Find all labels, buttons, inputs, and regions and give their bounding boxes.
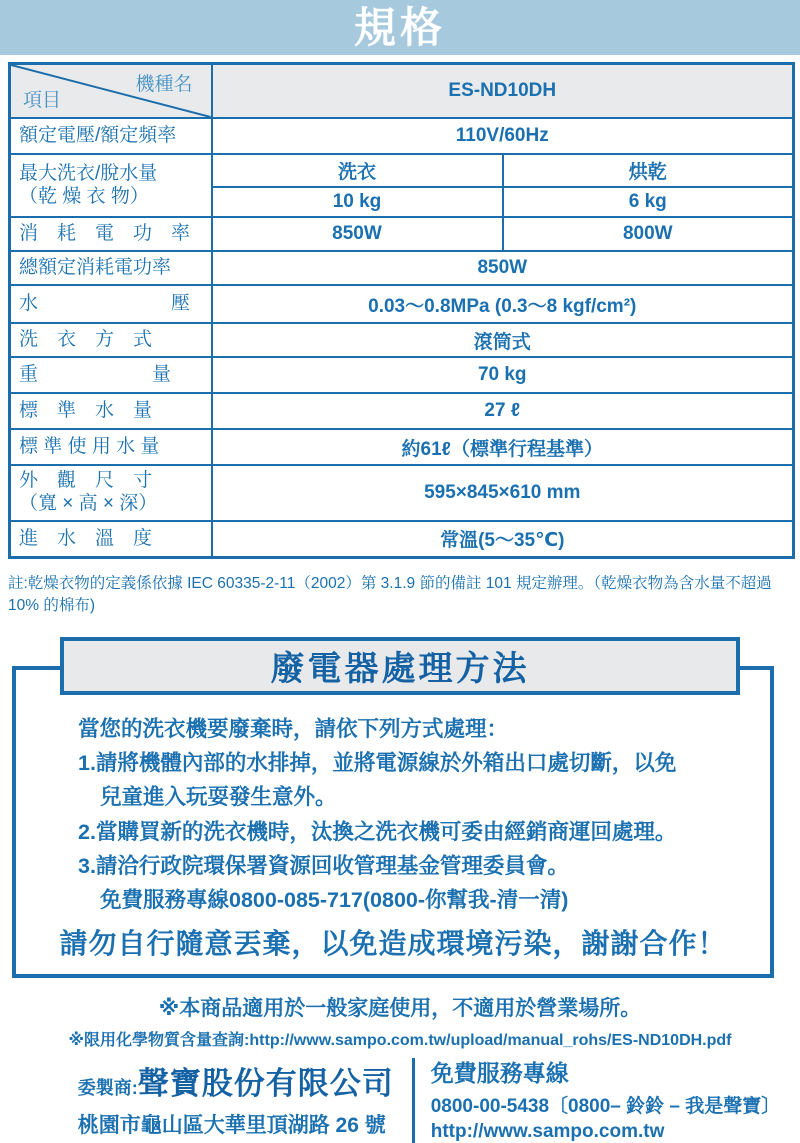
row-value: 110V/60Hz: [212, 118, 794, 154]
service-line-title: 免費服務專線: [430, 1059, 569, 1086]
table-row-capacity-headers: [10, 154, 794, 187]
row-label: 消 耗 電 功 率: [10, 217, 212, 251]
company-address: 桃園市龜山區大華里頂湖路 26 號: [77, 1113, 386, 1137]
row-label-line1: 最大洗衣/脫水量: [19, 162, 158, 184]
company-website-url: http://www.sampo.com.tw: [430, 1121, 665, 1143]
disposal-title: 廢電器處理方法: [270, 650, 530, 688]
row-label: 額定電壓/額定頻率: [10, 118, 212, 154]
disposal-section: [0, 637, 800, 978]
disposal-item-3-line1: 3.請洽行政院環保署資源回收管理基金管理委員會。: [78, 854, 569, 879]
row-label-line1: 外 觀 尺 寸: [19, 470, 153, 492]
row-label: 標 準 水 量: [10, 393, 212, 429]
corner-label-item: 項目: [23, 90, 62, 111]
company-info: [20, 1058, 412, 1143]
table-row-water-pressure: [10, 285, 794, 323]
row-label: 標 準 使 用 水 量: [10, 429, 212, 465]
row-value: 595×845×610 mm: [212, 465, 794, 521]
disposal-instructions-box: [12, 666, 774, 978]
rohs-query-notice: ※限用化學物質含量查詢:http://www.sampo.com.tw/upload/manual_rohs/ES-ND10DH.pdf: [68, 1031, 732, 1049]
table-row-voltage: [10, 118, 794, 154]
table-footnote: 註:乾燥衣物的定義係依據 IEC 60335-2-11（2002）第 3.1.9 節的備註 101 規定辦理。（乾燥衣物為含水量不超過 10% 的棉布): [8, 574, 772, 614]
table-row-power: [10, 217, 794, 251]
table-row-standard-water: [10, 393, 794, 429]
row-value: 常溫(5～35℃): [212, 521, 794, 557]
disposal-item-2: 2.當購買新的洗衣機時，汰換之洗衣機可委由經銷商運回處理。: [78, 819, 677, 844]
maker-label: 委製商:: [77, 1077, 138, 1098]
table-row-inlet-temp: [10, 521, 794, 557]
company-name: 聲寶股份有限公司: [137, 1065, 394, 1101]
disposal-item-1-line2: 兒童進入玩耍發生意外。: [100, 785, 337, 810]
capacity-wash-value: 10 kg: [212, 187, 503, 217]
spec-table: [8, 62, 795, 559]
row-label: [10, 154, 212, 217]
corner-cell: [10, 64, 212, 119]
power-dry-value: 800W: [503, 217, 794, 251]
disposal-item-1-line1: 1.請將機體內部的水排掉，並將電源線於外箱出口處切斷，以免: [78, 750, 677, 775]
col-header-wash: 洗衣: [212, 154, 503, 187]
disposal-item-3-line2: 免費服務專線0800-085-717(0800-你幫我-清一清): [100, 888, 569, 913]
disposal-intro: 當您的洗衣機要廢棄時，請依下列方式處理：: [78, 716, 509, 741]
table-row-total-power: [10, 251, 794, 285]
service-phone-number: 0800-00-5438〔0800– 鈴鈴 – 我是聲寶〕: [430, 1096, 781, 1118]
row-label-line2: （寬 × 高 × 深）: [19, 493, 158, 514]
row-label: 總額定消耗電功率: [10, 251, 212, 285]
row-label-line2: （乾 燥 衣 物）: [19, 185, 149, 207]
power-wash-value: 850W: [212, 217, 503, 251]
corner-label-model: 機種名: [135, 74, 193, 95]
household-use-notice: ※本商品適用於一般家庭使用，不適用於營業場所。: [158, 996, 642, 1020]
row-value: 70 kg: [212, 357, 794, 393]
row-value: 滾筒式: [212, 323, 794, 357]
table-header-row: [10, 64, 794, 119]
disposal-warning: 請勿自行隨意丟棄，以免造成環境污染，謝謝合作！: [59, 927, 727, 959]
maker-line: [78, 1058, 412, 1103]
service-info: [415, 1058, 781, 1143]
row-value: 約61ℓ（標準行程基準）: [212, 429, 794, 465]
disposal-title-box: [60, 637, 740, 695]
col-header-dry: 烘乾: [503, 154, 794, 187]
row-value: 850W: [212, 251, 794, 285]
row-label: 洗 衣 方 式: [10, 323, 212, 357]
row-value: 0.03～0.8MPa (0.3～8 kgf/cm²): [212, 285, 794, 323]
page-title: 規格: [353, 3, 446, 51]
row-label: 重 量: [10, 357, 212, 393]
table-row-dimensions: [10, 465, 794, 521]
table-row-weight: [10, 357, 794, 393]
capacity-dry-value: 6 kg: [503, 187, 794, 217]
table-row-wash-type: [10, 323, 794, 357]
model-name: ES-ND10DH: [212, 64, 794, 119]
table-row-standard-usage: [10, 429, 794, 465]
row-value: 27 ℓ: [212, 393, 794, 429]
row-label: 水 壓: [10, 285, 212, 323]
page-header-banner: [0, 0, 800, 55]
footer-company-block: [0, 1058, 800, 1143]
row-label: 進 水 溫 度: [10, 521, 212, 557]
row-label: [10, 465, 212, 521]
